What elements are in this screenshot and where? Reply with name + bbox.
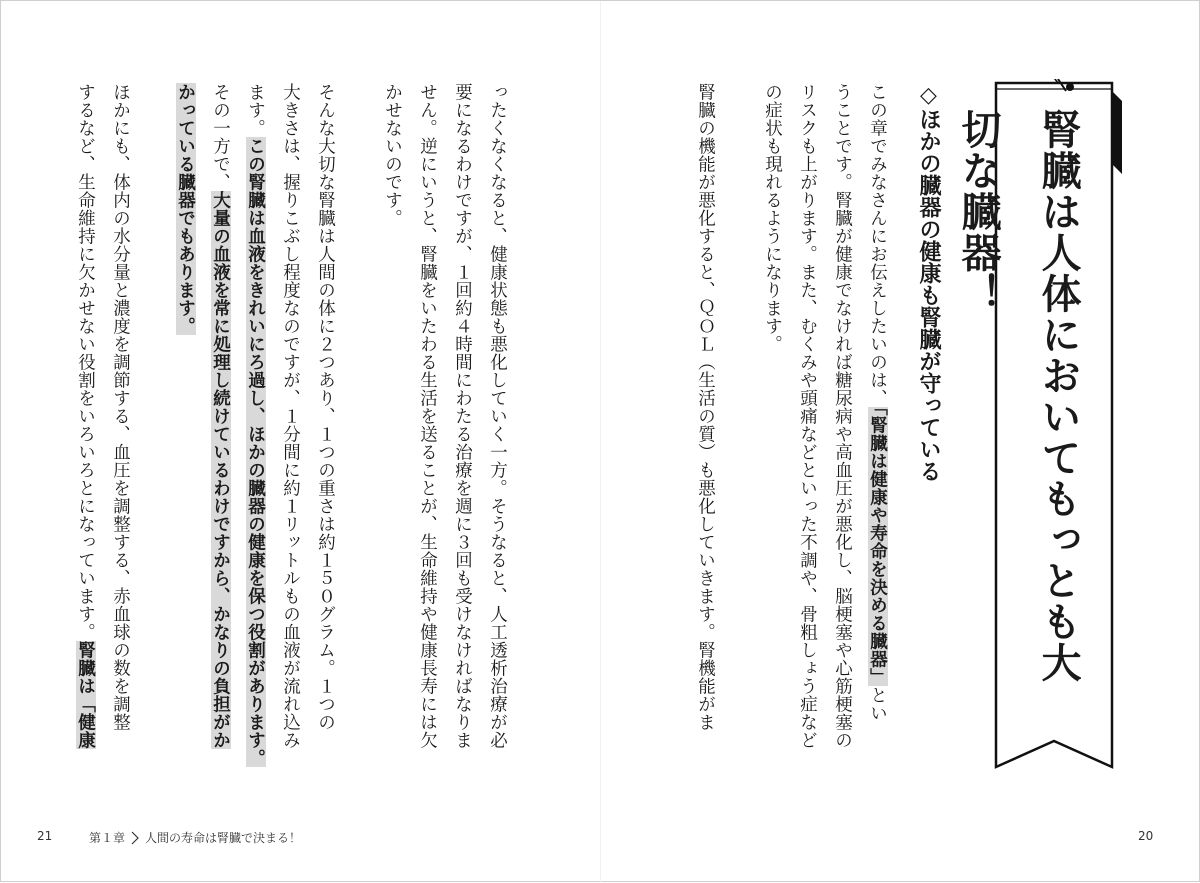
- chevron-right-icon: [131, 831, 139, 845]
- right-col-5: 腎臓の機能が悪化すると、ＱＯＬ（生活の質）も悪化していきます。腎機能がま: [695, 83, 716, 731]
- left-col-6: 大きさは、握りこぶし程度なのですが、１分間に約１リットルもの血液が流れ込み: [280, 83, 301, 749]
- banner-title: 腎臓は人体においてもっとも大切な臓器！: [955, 109, 1081, 683]
- diamond-icon: ◇: [916, 83, 941, 108]
- right-col-2: うことです。腎臓が健康でなければ糖尿病や高血圧が悪化し、脳梗塞や心筋梗塞の: [832, 83, 853, 749]
- right-col-3: リスクも上がります。また、むくみや頭痛などといった不調や、骨粗しょう症など: [797, 83, 818, 749]
- left-col-1: ったくなくなると、健康状態も悪化していく一方。そうなると、人工透析治療が必: [487, 83, 508, 749]
- left-col-4: かせないのです。: [382, 83, 403, 227]
- right-col-4: の症状も現れるようになります。: [762, 83, 783, 353]
- chapter-title: 人間の寿命は腎臓で決まる！: [145, 831, 302, 845]
- text-run: するなど、生命維持に欠かせない役割をいろいろとになっています。: [75, 83, 96, 641]
- highlighted-text: かっている臓器でもあります。: [175, 83, 196, 335]
- text-run: この章でみなさんにお伝えしたいのは、: [867, 83, 888, 407]
- left-col-8: [206, 83, 234, 783]
- right-page-number: 20: [1138, 829, 1154, 843]
- highlighted-text: 「腎臓は健康や寿命を決める臓器」: [867, 407, 888, 687]
- section-subheading: [906, 83, 946, 503]
- text-run: ます。: [245, 83, 266, 137]
- subheading-text: ほかの臓器の健康も腎臓が守っている: [916, 108, 941, 482]
- left-col-11: [71, 83, 99, 783]
- running-footer: [89, 829, 301, 846]
- banner-fold: [1112, 91, 1122, 174]
- highlighted-text: 大量の血液を常に処理し続けているわけですから、かなりの負担がか: [210, 191, 231, 749]
- text-run: とい: [867, 686, 888, 723]
- left-col-2: 要になるわけですが、１回約４時間にわたる治療を週に３回も受けなければなりま: [452, 83, 473, 749]
- pin-icon: [1066, 83, 1074, 91]
- left-col-5: そんな大切な腎臓は人間の体に２つあり、１つの重さは約１５０グラム。１つの: [315, 83, 336, 731]
- highlighted-text: 腎臓は「健康: [75, 641, 96, 749]
- left-col-9: [171, 83, 199, 783]
- text-run: その一方で、: [210, 83, 231, 191]
- title-banner: [955, 79, 1124, 769]
- left-page-number: 21: [37, 829, 53, 843]
- left-col-3: せん。逆にいうと、腎臓をいたわる生活を送ることが、生命維持や健康長寿には欠: [417, 83, 438, 749]
- right-col-1: [863, 83, 891, 783]
- highlighted-text: この腎臓は血液をきれいにろ過し、ほかの臓器の健康を保つ役割があります。: [245, 137, 266, 767]
- left-col-10: ほかにも、体内の水分量と濃度を調節する、血圧を調整する、赤血球の数を調整: [110, 83, 131, 731]
- chapter-label: 第１章: [89, 831, 126, 845]
- left-col-7: [241, 83, 269, 783]
